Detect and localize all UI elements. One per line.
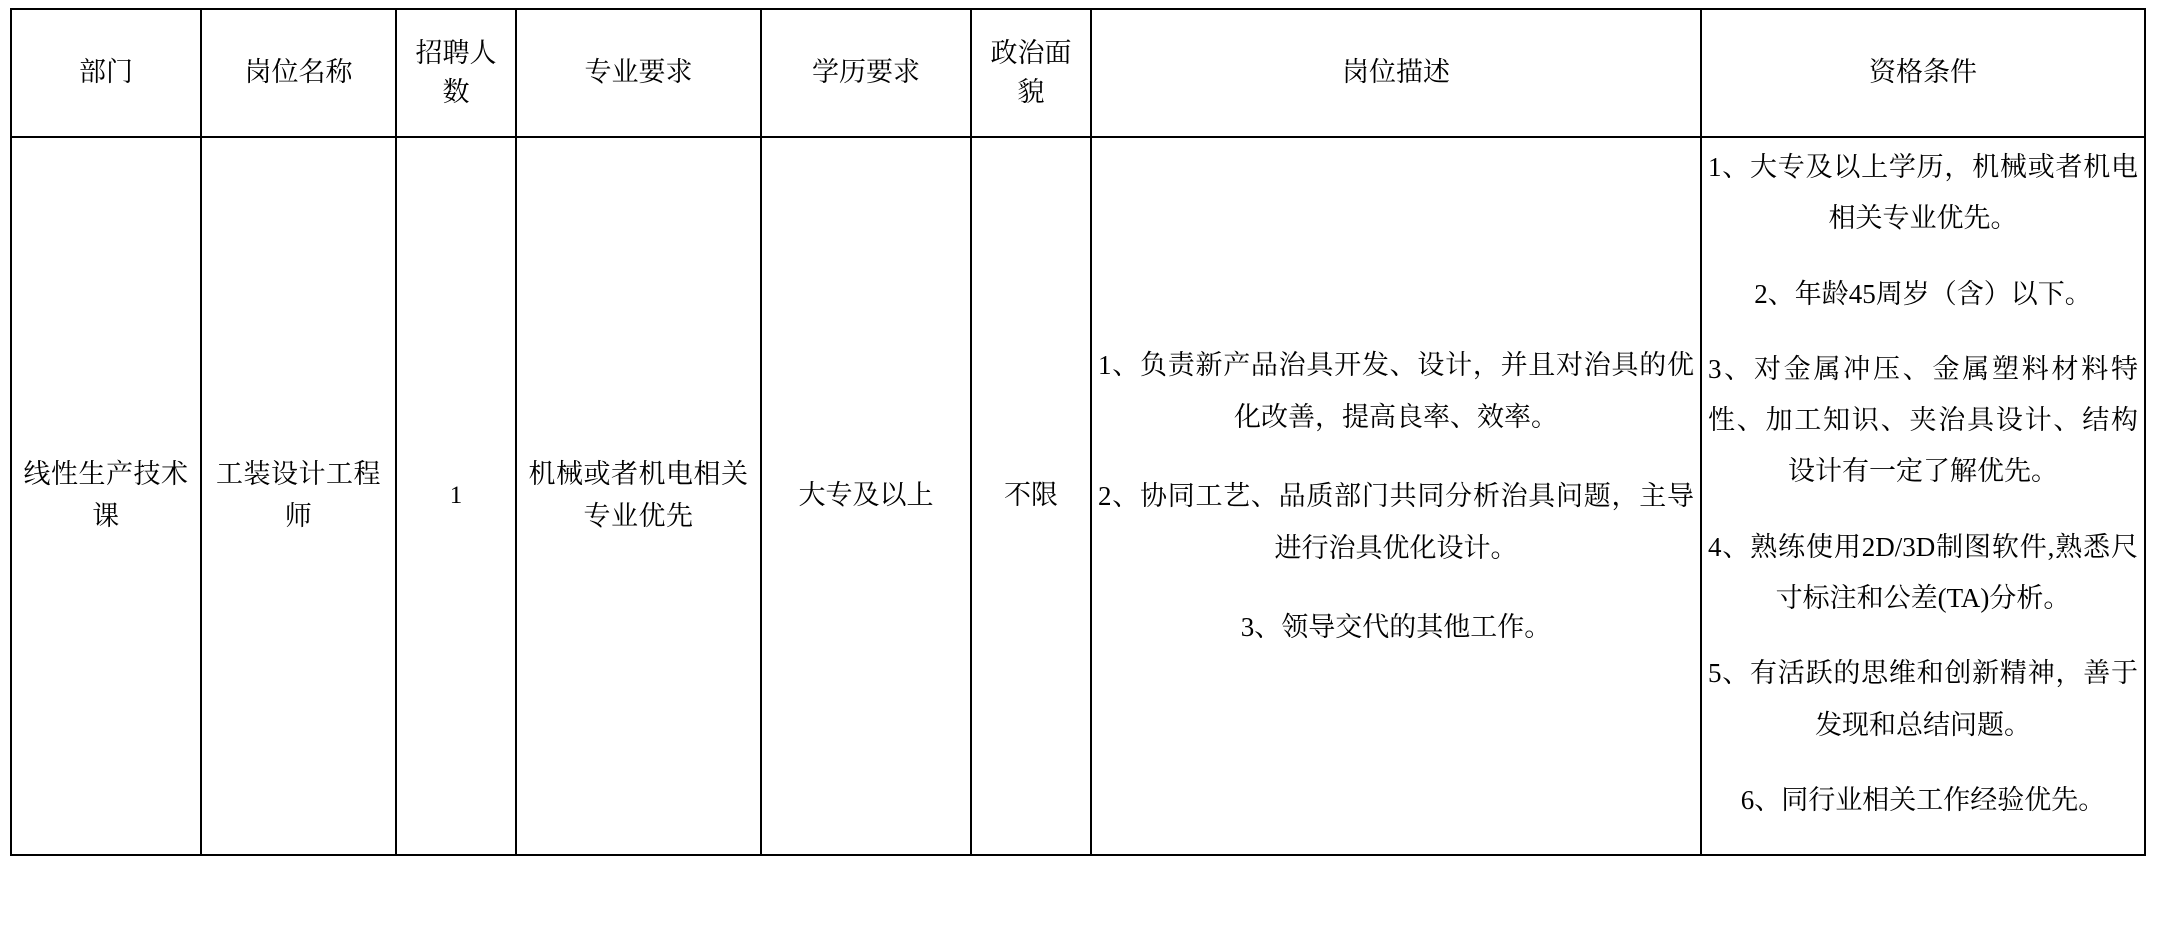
header-row bbox=[11, 9, 2145, 137]
description-item: 1、负责新产品治具开发、设计，并且对治具的优化改善，提高良率、效率。 bbox=[1098, 349, 1694, 433]
qualification-item: 1、大专及以上学历，机械或者机电相关专业优先。 bbox=[1708, 152, 2138, 234]
header-position: 岗位名称 bbox=[201, 9, 396, 137]
table-body bbox=[11, 137, 2145, 855]
cell-headcount: 1 bbox=[396, 137, 516, 855]
qualification-item: 2、年龄45周岁（含）以下。 bbox=[1754, 278, 2092, 309]
qualification-item: 6、同行业相关工作经验优先。 bbox=[1740, 784, 2106, 815]
cell-position: 工装设计工程师 bbox=[201, 137, 396, 855]
header-major: 专业要求 bbox=[516, 9, 761, 137]
header-qualifications: 资格条件 bbox=[1701, 9, 2145, 137]
table-row bbox=[11, 137, 2145, 855]
cell-major: 机械或者机电相关专业优先 bbox=[516, 137, 761, 855]
cell-education: 大专及以上 bbox=[761, 137, 971, 855]
cell-department: 线性生产技术课 bbox=[11, 137, 201, 855]
table-header bbox=[11, 9, 2145, 137]
header-political-status: 政治面貌 bbox=[971, 9, 1091, 137]
qualification-item: 3、对金属冲压、金属塑料材料特性、加工知识、夹治具设计、结构设计有一定了解优先。 bbox=[1708, 353, 2138, 487]
cell-political-status: 不限 bbox=[971, 137, 1091, 855]
qualification-item: 5、有活跃的思维和创新精神，善于发现和总结问题。 bbox=[1708, 658, 2138, 740]
cell-job-description bbox=[1091, 137, 1701, 855]
header-education: 学历要求 bbox=[761, 9, 971, 137]
description-item: 3、领导交代的其他工作。 bbox=[1240, 612, 1552, 643]
header-department: 部门 bbox=[11, 9, 201, 137]
header-headcount: 招聘人数 bbox=[396, 9, 516, 137]
qualification-item: 4、熟练使用2D/3D制图软件,熟悉尺寸标注和公差(TA)分析。 bbox=[1708, 531, 2138, 614]
cell-qualifications bbox=[1701, 137, 2145, 855]
description-item: 2、协同工艺、品质部门共同分析治具问题，主导进行治具优化设计。 bbox=[1098, 480, 1694, 564]
header-job-description: 岗位描述 bbox=[1091, 9, 1701, 137]
job-posting-table bbox=[10, 8, 2146, 856]
